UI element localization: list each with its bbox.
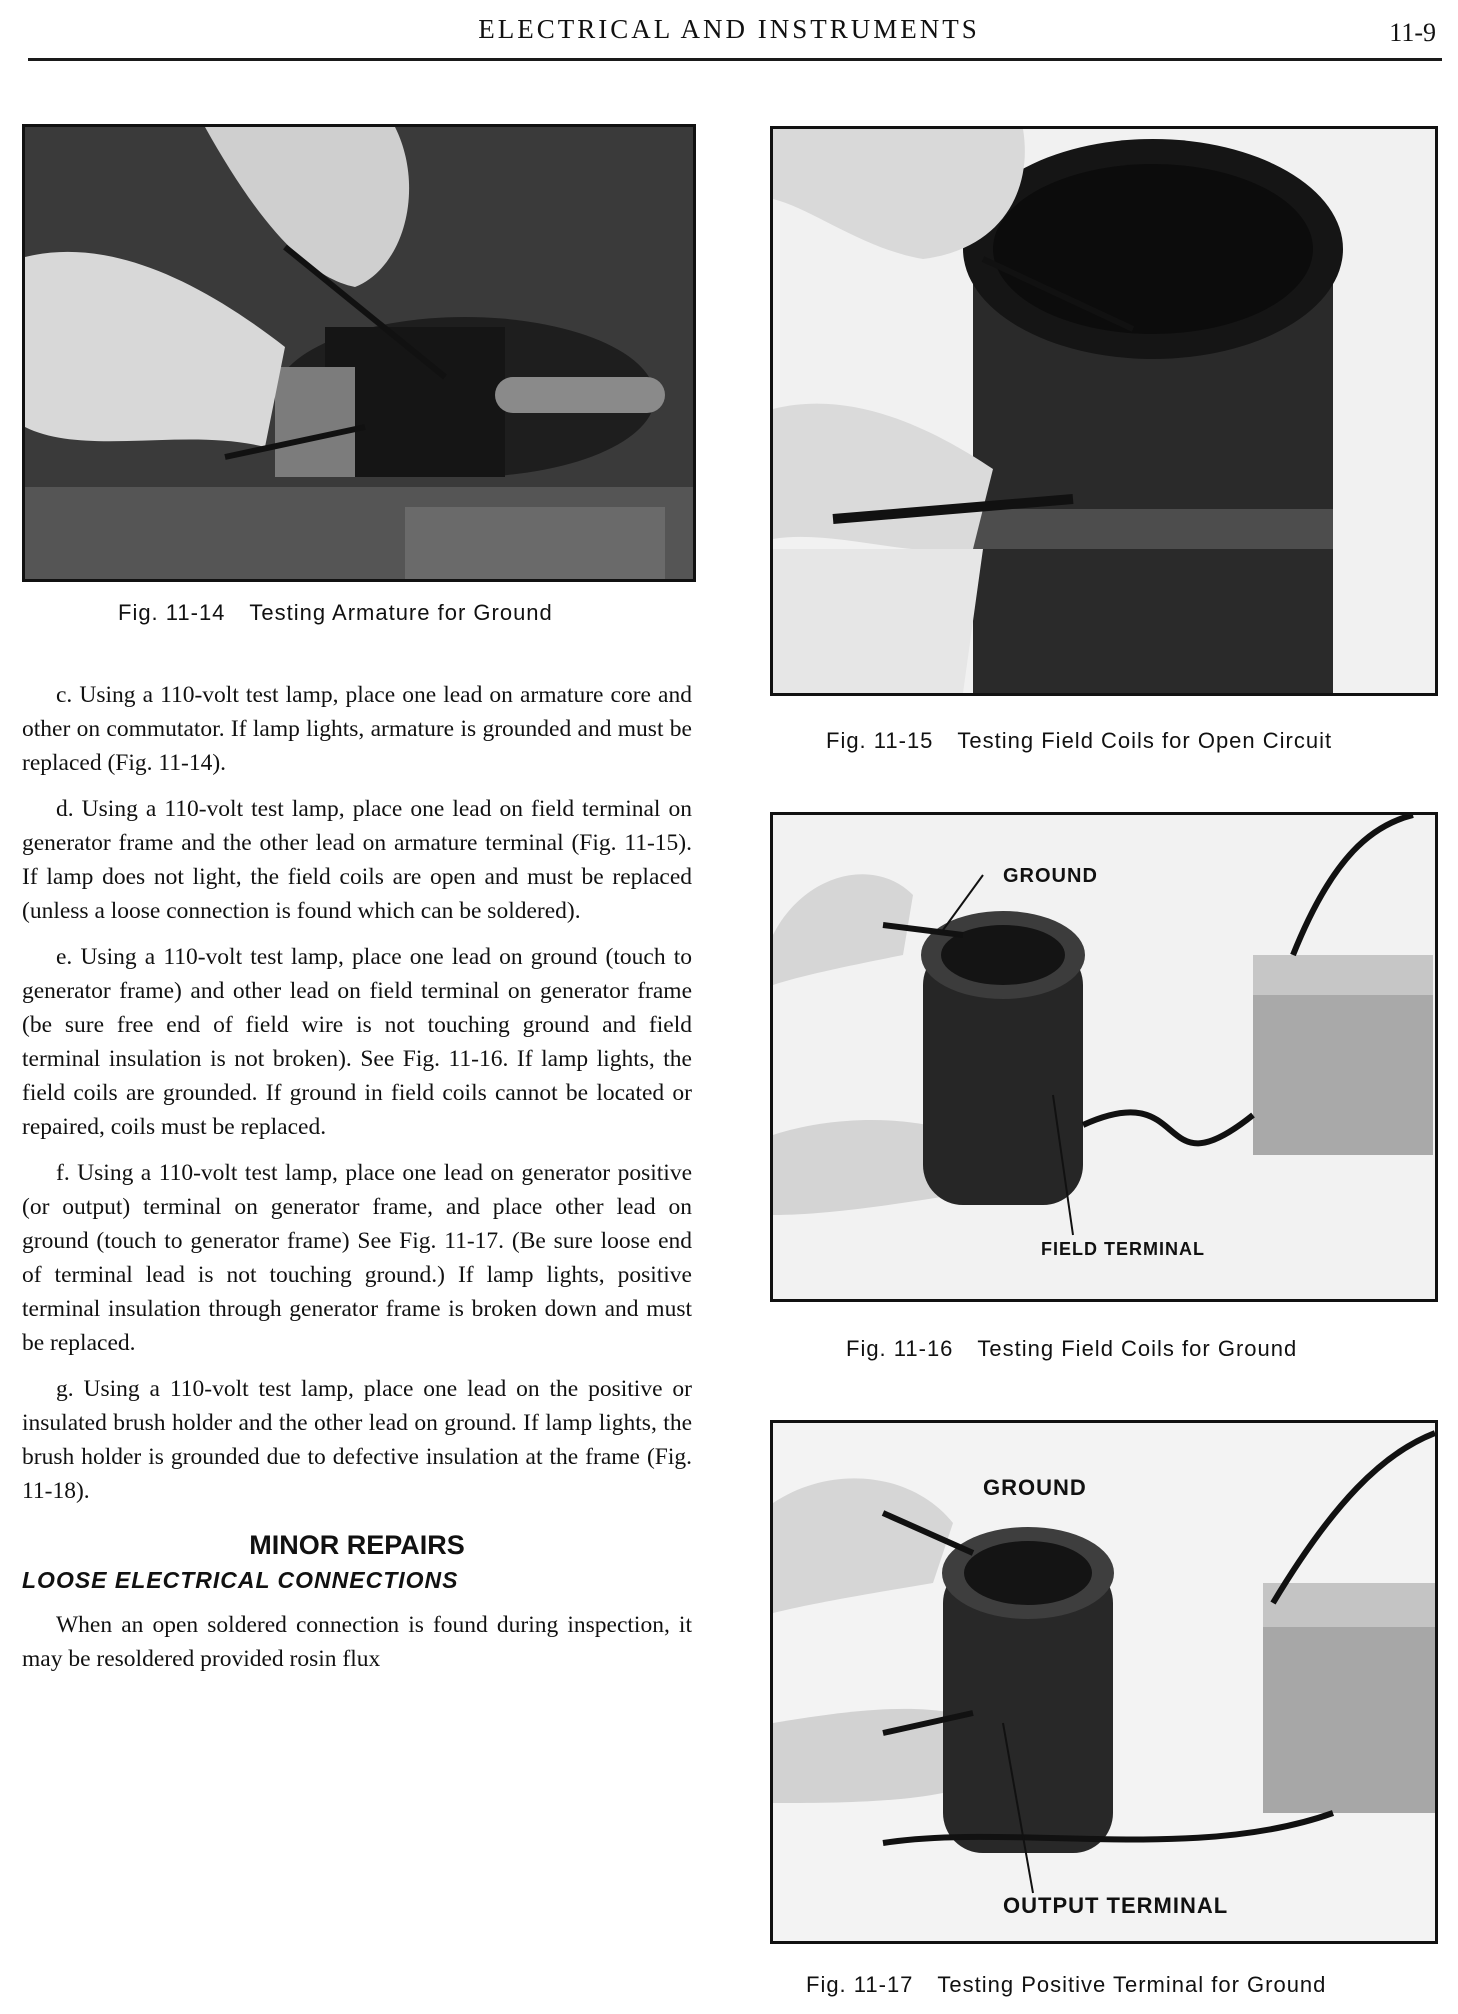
paragraph-g: g. Using a 110-volt test lamp, place one lead on the positive or insulated brush holder and the other lead on ground. If lamp lights, the brush holder is grounded due to defective insulation at the frame (Fig. 11-18). [22, 1376, 692, 1504]
output-terminal-callout: OUTPUT TERMINAL [1003, 1893, 1229, 1918]
figure-11-15-photo [770, 126, 1438, 696]
paragraph-loose-connections: When an open soldered connection is found during inspection, it may be resoldered provided rosin flux [22, 1612, 692, 1672]
figure-11-16-photo [770, 812, 1438, 1302]
figure-title: Testing Armature for Ground [249, 600, 553, 625]
body-text-column [22, 678, 692, 1676]
figure-number: Fig. 11-17 [806, 1972, 914, 1997]
section-heading: MINOR REPAIRS [249, 1530, 465, 1560]
figure-11-14-photo [22, 124, 696, 582]
subsection-heading: LOOSE ELECTRICAL CONNECTIONS [22, 1567, 459, 1593]
ground-callout: GROUND [983, 1475, 1087, 1500]
figure-11-15-caption [826, 728, 1332, 754]
running-header: ELECTRICAL AND INSTRUMENTS [478, 14, 980, 44]
paragraph-c: c. Using a 110-volt test lamp, place one lead on armature core and other on commutator. If lamp lights, armature is grounded and must be replaced (Fig. 11-14). [22, 682, 692, 776]
paragraph-d: d. Using a 110-volt test lamp, place one lead on field terminal on generator frame and the other lead on armature terminal (Fig. 11-15). If lamp does not light, the field coils are open and must be replaced (unless a loose connection is found which can be soldered). [22, 796, 692, 924]
figure-title: Testing Positive Terminal for Ground [937, 1972, 1327, 1997]
field-terminal-callout: FIELD TERMINAL [1041, 1239, 1205, 1259]
figure-11-17-photo [770, 1420, 1438, 1944]
page-number: 11-9 [1389, 18, 1436, 47]
header-rule [28, 58, 1442, 61]
paragraph-e: e. Using a 110-volt test lamp, place one lead on ground (touch to generator frame) and other lead on field terminal on generator frame (be sure free end of field wire is not touching ground and field terminal insulation is not broken). See Fig. 11-16. If lamp lights, the field coils are grounded. If ground in field coils cannot be located or repaired, coils must be replaced. [22, 944, 692, 1140]
figure-number: Fig. 11-16 [846, 1336, 954, 1361]
figure-title: Testing Field Coils for Open Circuit [957, 728, 1333, 753]
figure-number: Fig. 11-14 [118, 600, 226, 625]
ground-callout: GROUND [1003, 865, 1098, 887]
figure-number: Fig. 11-15 [826, 728, 934, 753]
figure-title: Testing Field Coils for Ground [977, 1336, 1298, 1361]
paragraph-f: f. Using a 110-volt test lamp, place one lead on generator positive (or output) terminal on generator frame, and place other lead on ground (touch to generator frame) See Fig. 11-17. (Be sure loose end of terminal lead is not touching ground.) If lamp lights, positive terminal insulation through generator frame is broken down and must be replaced. [22, 1160, 692, 1356]
figure-11-17-caption [806, 1972, 1326, 1998]
figure-11-14-caption [118, 600, 553, 626]
figure-11-16-caption [846, 1336, 1297, 1362]
